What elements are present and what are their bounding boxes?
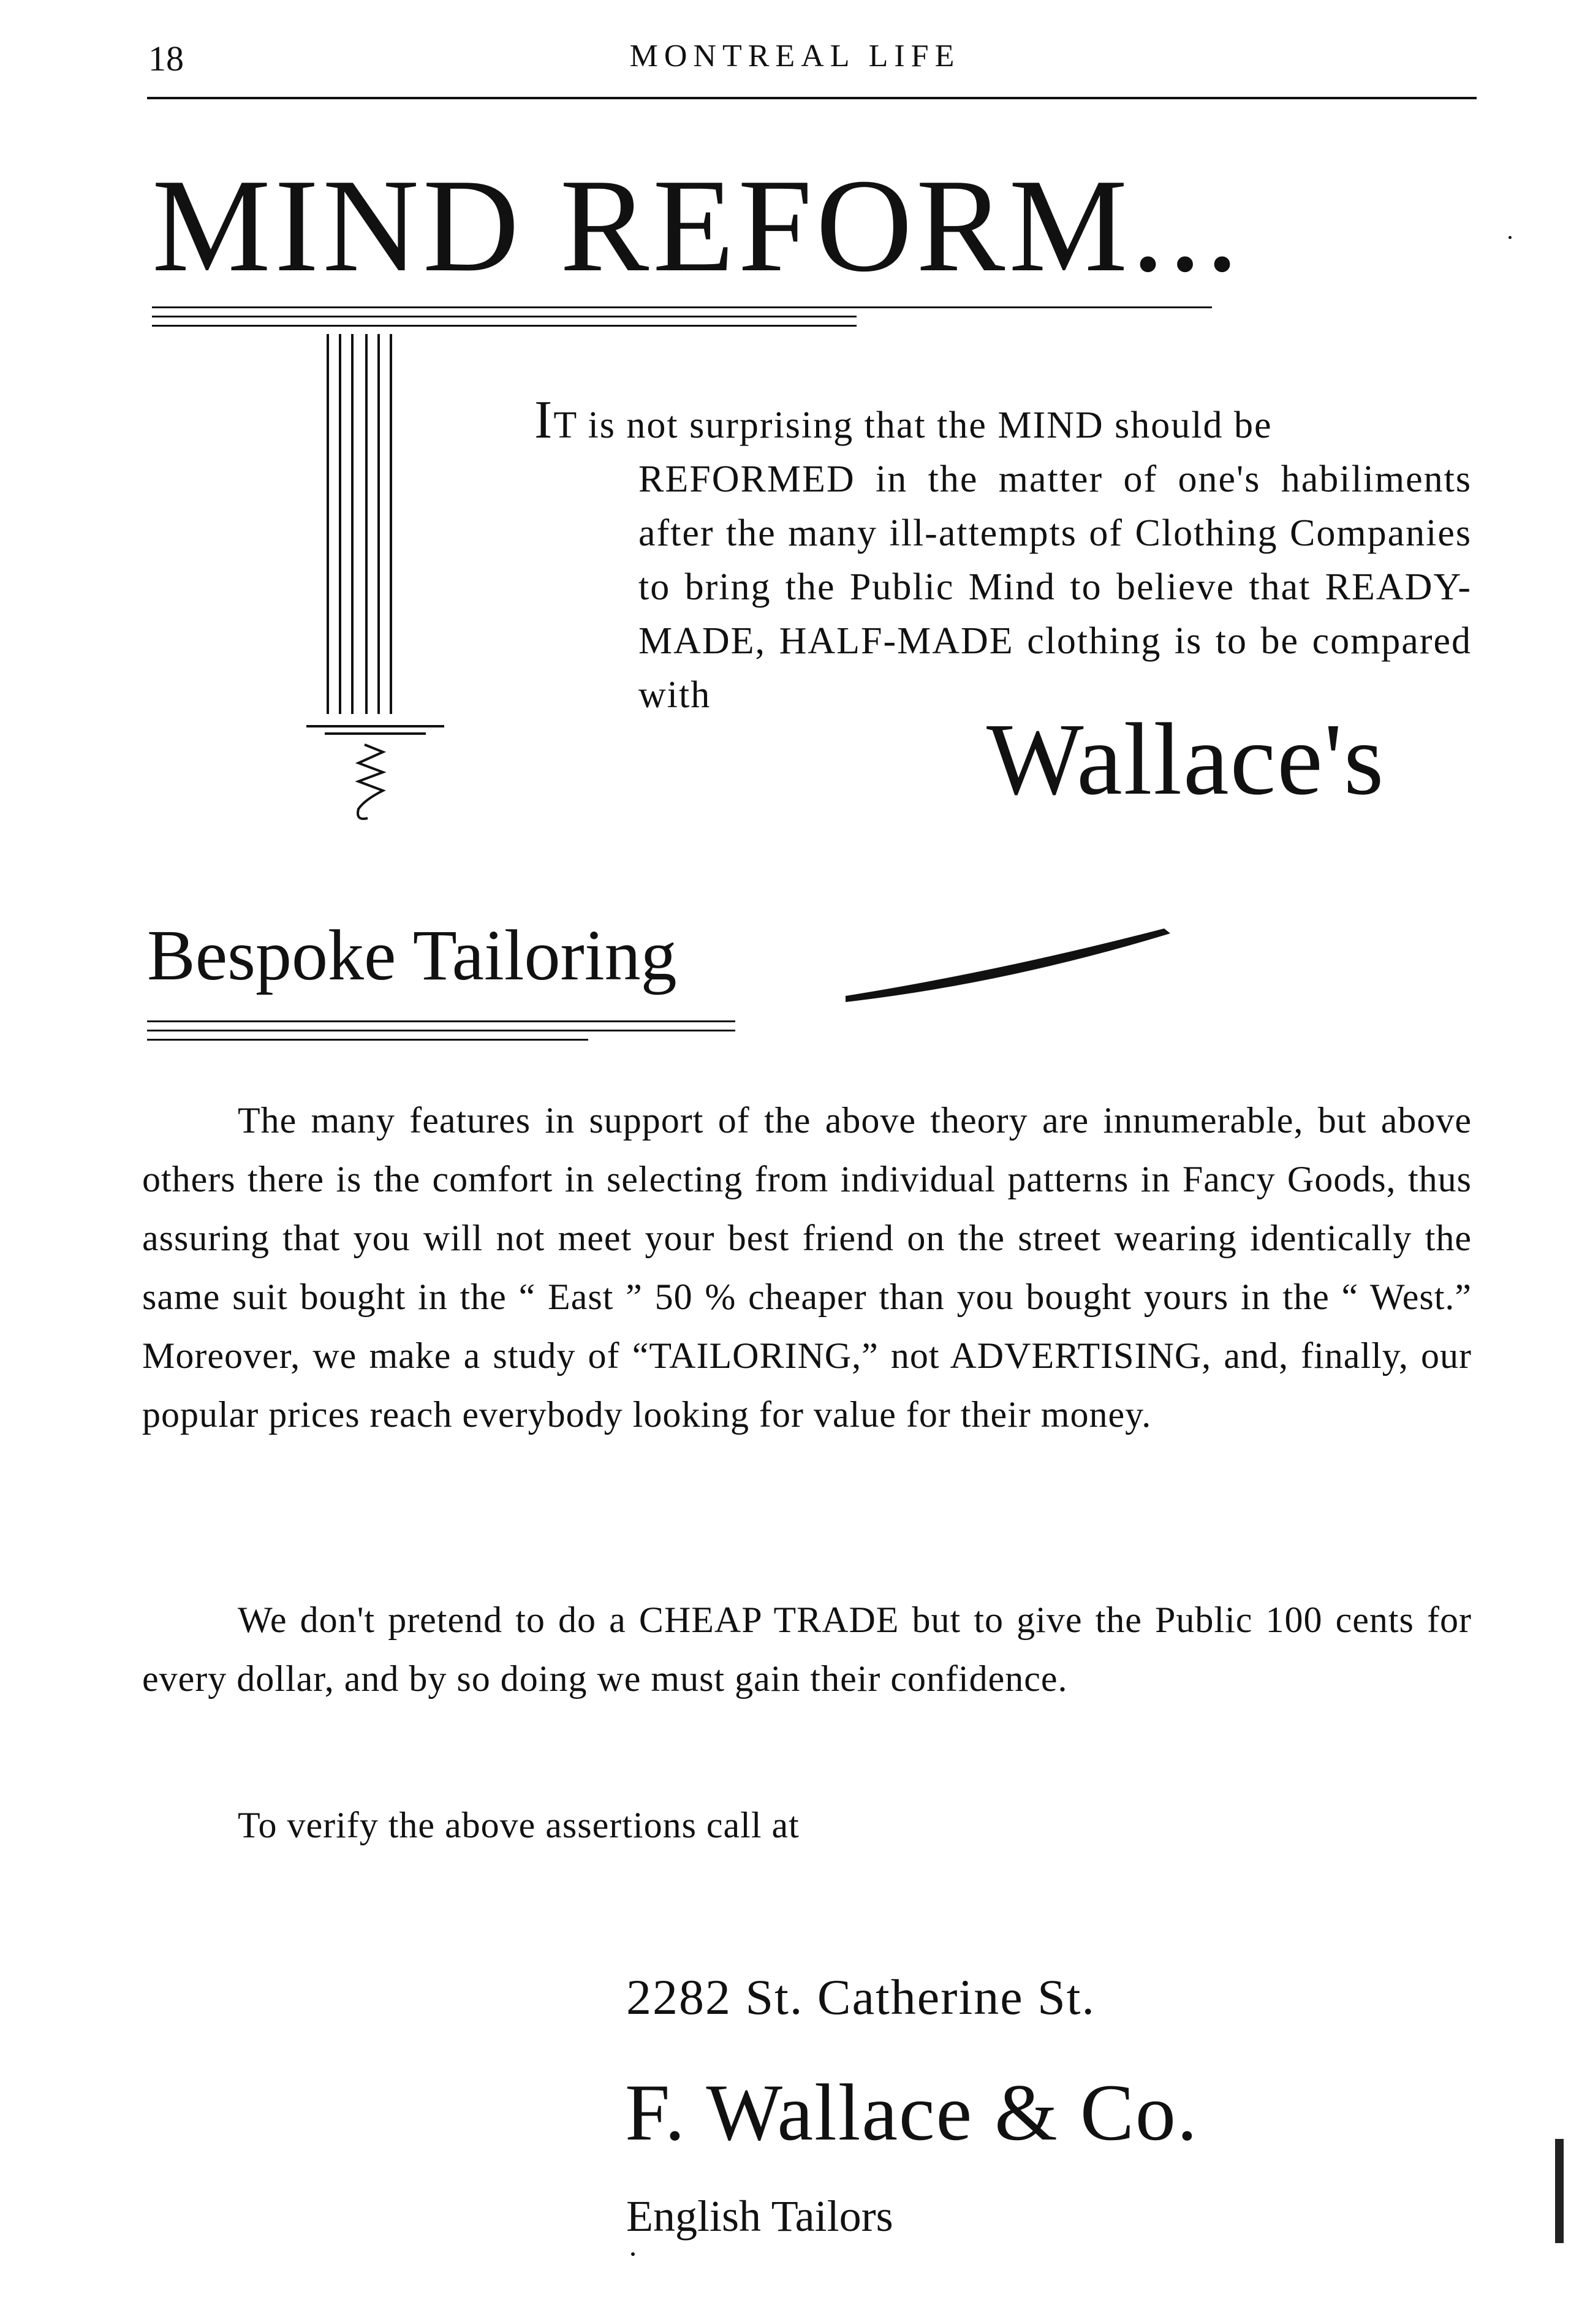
subheading-rule-2 [147,1030,735,1031]
body-paragraph: We don't pretend to do a CHEAP TRADE but to give the Public 100 cents for every dollar, and by so doing we must gain their confidence. [142,1600,1472,1699]
body-paragraph: The many features in support of the above theory are innumerable, but above others there is the comfort in selecting from individual patterns in Fancy Goods, thus assuring that you will not meet your best friend on the street wearing identically the same suit bought in the “ East ” 50 % cheaper than you bought yours in the “ West.” Moreover, we make a study of “TAILORING,” not ADVERTISING, and, finally, our popular prices reach everybody looking for value for their money. [142,1100,1472,1435]
column-ornament [306,334,460,824]
swash-flourish [846,916,1176,1014]
headline: MIND REFORM... [152,152,1243,300]
headline-rule-1 [152,306,1212,308]
scan-speck [631,2252,635,2256]
intro-body: REFORMED in the matter of one's habiliments after the many ill-attempts of Clothing Companies to bring the Public Mind to believe that READY-MADE, HALF-MADE clothing is to be compared with [638,458,1472,716]
subheading: Bespoke Tailoring [147,915,677,995]
subheading-rule-1 [147,1020,735,1022]
running-title: MONTREAL LIFE [629,39,961,74]
firm-description: English Tailors [626,2192,893,2241]
intro-paragraph [534,390,1472,722]
scan-speck [1509,236,1512,239]
headline-rule-3 [152,325,857,327]
address: 2282 St. Catherine St. [626,1969,1096,2025]
intro-first-line [534,390,1472,452]
brand-name: Wallace's [986,702,1385,816]
header-rule [147,97,1477,99]
headline-rule-2 [152,316,857,317]
intro-line-1: T is not surprising that the MIND should be [553,404,1273,446]
firm-name: F. Wallace & Co. [625,2067,1198,2157]
scan-mark [1555,2139,1564,2243]
subheading-rule-3 [147,1039,588,1041]
page-number: 18 [148,39,184,78]
body-paragraph: To verify the above assertions call at [238,1805,800,1845]
drop-cap: I [534,390,554,450]
